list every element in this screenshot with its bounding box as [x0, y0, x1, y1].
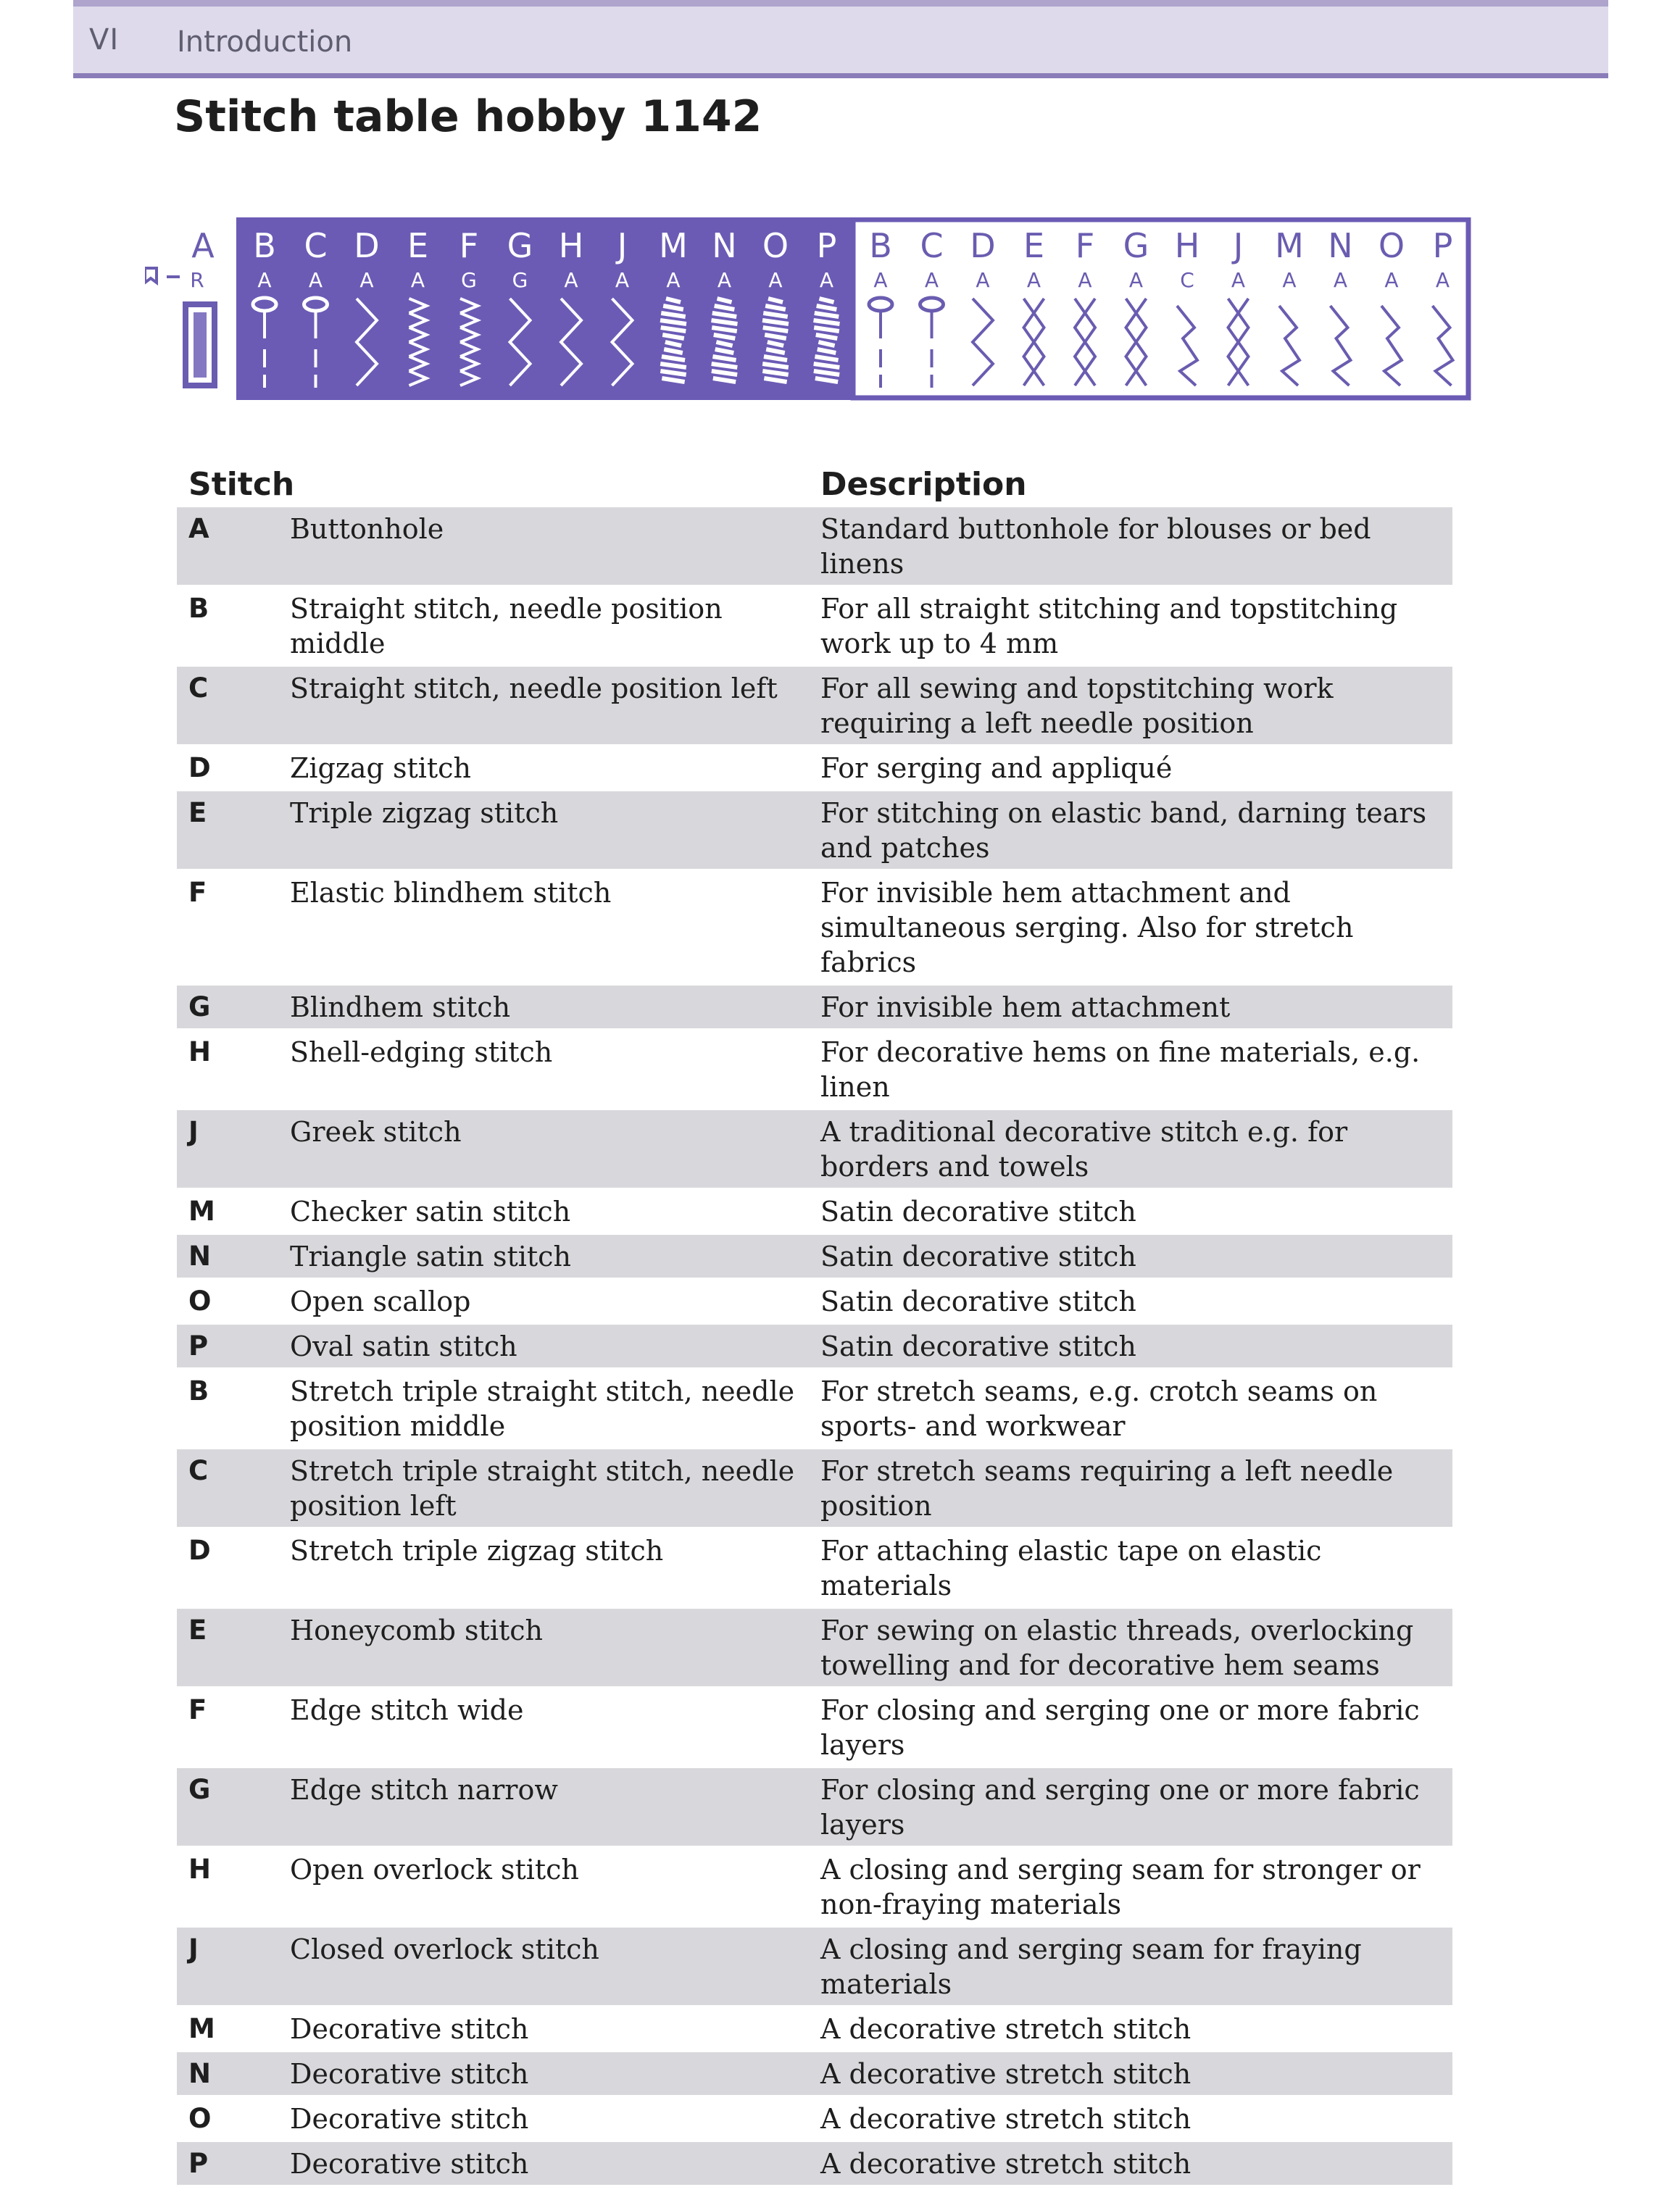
- panel-letter: M: [659, 226, 688, 265]
- stitch-code: G: [177, 985, 268, 1030]
- panel-letter: O: [762, 226, 789, 265]
- panel-sub-letter: A: [359, 268, 374, 292]
- stitch-name: Straight stitch, needle position middle: [290, 593, 723, 659]
- table-row: [177, 746, 1452, 791]
- stitch-selector-panel: [145, 217, 1486, 406]
- stitch-code: N: [177, 1234, 268, 1279]
- panel-letter: B: [253, 226, 276, 265]
- stitch-code: C: [177, 1449, 268, 1528]
- panel-letter: N: [1328, 226, 1353, 265]
- stitch-description: A decorative stretch stitch: [809, 2051, 1452, 2096]
- table-row: [177, 1189, 1452, 1234]
- stitch-name: Open scallop: [290, 1286, 471, 1317]
- stitch-description: Standard buttonhole for blouses or bed linens: [809, 507, 1452, 586]
- stitch-name: Straight stitch, needle position left: [268, 666, 809, 746]
- stitch-code: J: [177, 1927, 268, 2007]
- stitch-name: Shell-edging stitch: [290, 1036, 553, 1068]
- stitch-panel-graphic: [145, 217, 1486, 406]
- panel-letter: E: [407, 226, 429, 265]
- stitch-code: C: [177, 666, 268, 746]
- panel-sub-letter: A: [308, 268, 323, 292]
- panel-sub-letter: A: [768, 268, 783, 292]
- stitch-description: For all sewing and topstitching work requiring a left needle position: [809, 666, 1452, 746]
- stitch-name: Honeycomb stitch: [268, 1608, 809, 1688]
- stitch-description: A closing and serging seam for fraying materials: [809, 1927, 1452, 2007]
- table-row: [177, 2051, 1452, 2096]
- stitch-name: Buttonhole: [268, 507, 809, 586]
- panel-letter: G: [1123, 226, 1149, 265]
- stitch-code: M: [188, 2013, 215, 2044]
- stitch-description: A decorative stretch stitch: [820, 2103, 1192, 2135]
- panel-letter: J: [1233, 226, 1244, 265]
- panel-letter: D: [354, 226, 380, 265]
- panel-letter: F: [459, 226, 479, 265]
- table-row: [177, 1369, 1452, 1449]
- stitch-code: H: [188, 1854, 211, 1885]
- panel-sub-letter: A: [1231, 268, 1246, 292]
- buttonhole-icon: [186, 304, 215, 386]
- panel-sub-letter: A: [873, 268, 888, 292]
- stitch-name: Zigzag stitch: [290, 752, 471, 784]
- panel-sub-letter: C: [1180, 268, 1194, 292]
- table-row: [177, 1688, 1452, 1767]
- table-row: [177, 1847, 1452, 1927]
- panel-letter: H: [1174, 226, 1200, 265]
- stitch-name: Decorative stitch: [290, 2103, 529, 2135]
- panel-letter: O: [1378, 226, 1405, 265]
- stitch-code: D: [188, 1535, 211, 1566]
- stitch-code: M: [188, 1196, 215, 1227]
- stitch-name: Stretch triple zigzag stitch: [290, 1535, 664, 1567]
- panel-sub-letter: A: [1384, 268, 1399, 292]
- panel-sub-letter: G: [461, 268, 477, 292]
- table-row: [177, 1767, 1452, 1847]
- purple-stitch-block: [236, 217, 852, 400]
- table-row: [177, 1608, 1452, 1688]
- stitch-description: For closing and serging one or more fabric layers: [820, 1694, 1420, 1761]
- stitch-name: Decorative stitch: [268, 2141, 809, 2186]
- panel-sub-letter: A: [1282, 268, 1297, 292]
- table-row: [177, 985, 1452, 1030]
- stitch-code: J: [177, 1109, 268, 1189]
- panel-letter: H: [558, 226, 584, 265]
- panel-sub-letter: A: [1333, 268, 1348, 292]
- stitch-name: Triple zigzag stitch: [268, 791, 809, 870]
- table-row: [177, 666, 1452, 746]
- stitch-name: Edge stitch wide: [290, 1694, 524, 1726]
- section-label: Introduction: [177, 25, 353, 59]
- stitch-description: For serging and appliqué: [820, 752, 1173, 784]
- panel-sub-letter: A: [257, 268, 272, 292]
- table-row: [177, 1030, 1452, 1109]
- stitch-code: B: [188, 593, 209, 624]
- stitch-description: For all straight stitching and topstitching work up to 4 mm: [820, 593, 1398, 659]
- reverse-icon: [145, 268, 180, 283]
- panel-sub-letter: A: [564, 268, 578, 292]
- panel-sub-letter: A: [819, 268, 834, 292]
- panel-sub-letter: A: [615, 268, 630, 292]
- stitch-code: A: [177, 507, 268, 586]
- header-stitch: Stitch: [188, 466, 295, 503]
- panel-sub-letter: A: [717, 268, 732, 292]
- stitch-code: O: [188, 1286, 212, 1317]
- panel-letter: C: [304, 226, 328, 265]
- table-row: [177, 2141, 1452, 2186]
- stitch-code: N: [177, 2051, 268, 2096]
- panel-letter: G: [507, 226, 533, 265]
- stitch-description: For decorative hems on fine materials, e.g. linen: [820, 1036, 1421, 1103]
- panel-letter: D: [970, 226, 996, 265]
- panel-sub-letter: A: [666, 268, 681, 292]
- table-row: [177, 586, 1452, 666]
- panel-letter: P: [1432, 226, 1453, 265]
- table-row: [177, 791, 1452, 870]
- stitch-name: Blindhem stitch: [268, 985, 809, 1030]
- table-row: [177, 2007, 1452, 2051]
- stitch-code: D: [188, 752, 211, 783]
- stitch-code: E: [177, 1608, 268, 1688]
- panel-letter: C: [920, 226, 944, 265]
- table-row: [177, 1109, 1452, 1189]
- panel-letter: F: [1075, 226, 1095, 265]
- stitch-description: For attaching elastic tape on elastic materials: [820, 1535, 1322, 1601]
- stitch-description: For stitching on elastic band, darning tears and patches: [809, 791, 1452, 870]
- stitch-description: A closing and serging seam for stronger or non-fraying materials: [820, 1854, 1421, 1920]
- white-stitch-block: [853, 220, 1468, 398]
- panel-letter-a: A: [191, 226, 215, 265]
- table-row: [177, 870, 1452, 985]
- table-row: [177, 1279, 1452, 1324]
- table-header-row: [177, 457, 1452, 507]
- panel-sub-letter: A: [1435, 268, 1450, 292]
- stitch-description: For closing and serging one or more fabric layers: [809, 1767, 1452, 1847]
- stitch-description: For invisible hem attachment: [809, 985, 1452, 1030]
- panel-letter: B: [869, 226, 892, 265]
- stitch-description: Satin decorative stitch: [809, 1234, 1452, 1279]
- stitch-description: For stretch seams requiring a left needle position: [809, 1449, 1452, 1528]
- stitch-name: Edge stitch narrow: [268, 1767, 809, 1847]
- stitch-table: [177, 457, 1452, 2187]
- stitch-description: For sewing on elastic threads, overlocking towelling and for decorative hem seams: [809, 1608, 1452, 1688]
- table-row: [177, 1234, 1452, 1279]
- stitch-name: Checker satin stitch: [290, 1196, 571, 1228]
- panel-sub-letter: A: [1026, 268, 1041, 292]
- stitch-description: For stretch seams, e.g. crotch seams on sports- and workwear: [820, 1375, 1378, 1442]
- header-description: Description: [820, 466, 1027, 503]
- stitch-name: Closed overlock stitch: [268, 1927, 809, 2007]
- page-title: Stitch table hobby 1142: [174, 91, 762, 142]
- stitch-name: Stretch triple straight stitch, needle position middle: [290, 1375, 795, 1442]
- stitch-code: H: [188, 1036, 211, 1067]
- panel-sub-letter: A: [924, 268, 939, 292]
- stitch-code: P: [177, 2141, 268, 2186]
- panel-letter: E: [1023, 226, 1045, 265]
- panel-letter: M: [1275, 226, 1304, 265]
- panel-sub-letter: A: [976, 268, 990, 292]
- panel-sub-letter: A: [1078, 268, 1092, 292]
- table-row: [177, 1528, 1452, 1608]
- stitch-name: Stretch triple straight stitch, needle position left: [268, 1449, 809, 1528]
- panel-sub-letter: A: [1128, 268, 1144, 292]
- stitch-description: Satin decorative stitch: [820, 1286, 1136, 1317]
- table-row: [177, 2096, 1452, 2141]
- table-row: [177, 1449, 1452, 1528]
- stitch-code: E: [177, 791, 268, 870]
- table-row: [177, 1324, 1452, 1369]
- stitch-name: Open overlock stitch: [290, 1854, 579, 1886]
- stitch-description: A traditional decorative stitch e.g. for borders and towels: [809, 1109, 1452, 1189]
- stitch-name: Decorative stitch: [290, 2013, 529, 2045]
- panel-sub-r: R: [190, 268, 204, 292]
- stitch-description: For invisible hem attachment and simultaneous serging. Also for stretch fabrics: [820, 877, 1354, 978]
- stitch-code: G: [177, 1767, 268, 1847]
- table-row: [177, 1927, 1452, 2007]
- stitch-code: B: [188, 1375, 209, 1407]
- stitch-name: Decorative stitch: [268, 2051, 809, 2096]
- stitch-code: F: [188, 877, 207, 908]
- stitch-code: O: [188, 2103, 212, 2134]
- stitch-name: Oval satin stitch: [268, 1324, 809, 1369]
- stitch-code: P: [177, 1324, 268, 1369]
- stitch-name: Greek stitch: [268, 1109, 809, 1189]
- panel-letter: N: [712, 226, 737, 265]
- panel-letter: J: [617, 226, 628, 265]
- stitch-code: F: [188, 1694, 207, 1725]
- stitch-name: Elastic blindhem stitch: [290, 877, 612, 909]
- table-row: [177, 507, 1452, 586]
- stitch-description: A decorative stretch stitch: [809, 2141, 1452, 2186]
- stitch-description: Satin decorative stitch: [820, 1196, 1136, 1228]
- panel-sub-letter: G: [512, 268, 528, 292]
- page-number: VI: [89, 23, 120, 57]
- stitch-name: Triangle satin stitch: [268, 1234, 809, 1279]
- stitch-description: Satin decorative stitch: [809, 1324, 1452, 1369]
- panel-letter: P: [816, 226, 837, 265]
- stitch-description: A decorative stretch stitch: [820, 2013, 1192, 2045]
- panel-sub-letter: A: [410, 268, 425, 292]
